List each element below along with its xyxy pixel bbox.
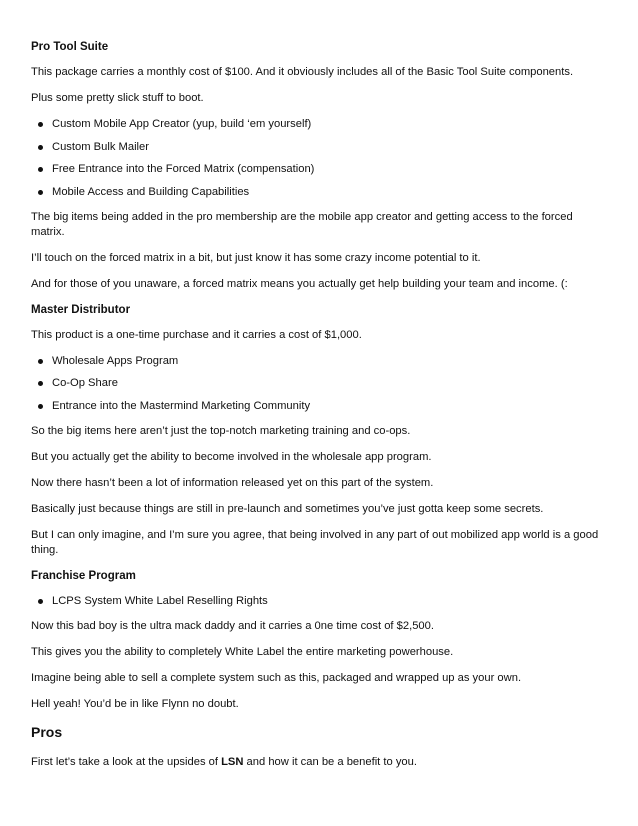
brand-name: LSN: [221, 755, 244, 768]
paragraph: Basically just because things are still in pre-launch and sometimes you’ve just gotta keep some secrets.: [31, 502, 544, 515]
list-item: LCPS System White Label Reselling Rights: [52, 594, 602, 609]
section-heading-master-distributor: Master Distributor: [31, 303, 131, 316]
text-segment: and how it can be a benefit to you.: [243, 755, 417, 768]
list-item: Custom Mobile App Creator (yup, build ‘em yourself): [52, 117, 602, 132]
paragraph: This package carries a monthly cost of $100. And it obviously includes all of the Basic Tool Suite components.: [31, 66, 574, 78]
bullet-list: [31, 117, 602, 200]
paragraph: I’ll touch on the forced matrix in a bit, but just know it has some crazy income potential to it.: [31, 251, 481, 264]
bullet-list: [31, 594, 602, 609]
section-heading-pro-tool-suite: Pro Tool Suite: [31, 41, 109, 53]
section-heading-pros: Pros: [31, 723, 63, 740]
paragraph: Now there hasn’t been a lot of information released yet on this part of the system.: [31, 476, 434, 489]
section-heading-franchise-program: Franchise Program: [31, 569, 136, 582]
paragraph: This gives you the ability to completely White Label the entire marketing powerhouse.: [31, 645, 454, 658]
text-segment: First let’s take a look at the upsides of: [31, 755, 222, 768]
paragraph: But I can only imagine, and I’m sure you agree, that being involved in any part of out mobilized app world is a good thing.: [31, 528, 599, 556]
list-item: Custom Bulk Mailer: [52, 140, 602, 155]
list-item: Free Entrance into the Forced Matrix (compensation): [52, 162, 602, 177]
paragraph: And for those of you unaware, a forced matrix means you actually get help building your team and income. (:: [31, 277, 568, 290]
paragraph: But you actually get the ability to become involved in the wholesale app program.: [31, 450, 432, 463]
paragraph: Hell yeah! You’d be in like Flynn no doubt.: [31, 697, 239, 710]
list-item: Co-Op Share: [52, 376, 602, 391]
bullet-list: [31, 354, 602, 414]
list-item: Mobile Access and Building Capabilities: [52, 185, 602, 200]
paragraph: So the big items here aren’t just the top-notch marketing training and co-ops.: [31, 424, 411, 437]
paragraph: This product is a one-time purchase and it carries a cost of $1,000.: [31, 328, 362, 341]
paragraph: Imagine being able to sell a complete system such as this, packaged and wrapped up as your own.: [31, 671, 522, 684]
list-item: Wholesale Apps Program: [52, 354, 602, 369]
paragraph-pros-intro: [31, 755, 602, 770]
paragraph: The big items being added in the pro membership are the mobile app creator and getting access to the forced matrix.: [31, 210, 573, 238]
paragraph: Plus some pretty slick stuff to boot.: [31, 92, 204, 104]
list-item: Entrance into the Mastermind Marketing Community: [52, 399, 602, 414]
paragraph: Now this bad boy is the ultra mack daddy and it carries a 0ne time cost of $2,500.: [31, 619, 434, 632]
